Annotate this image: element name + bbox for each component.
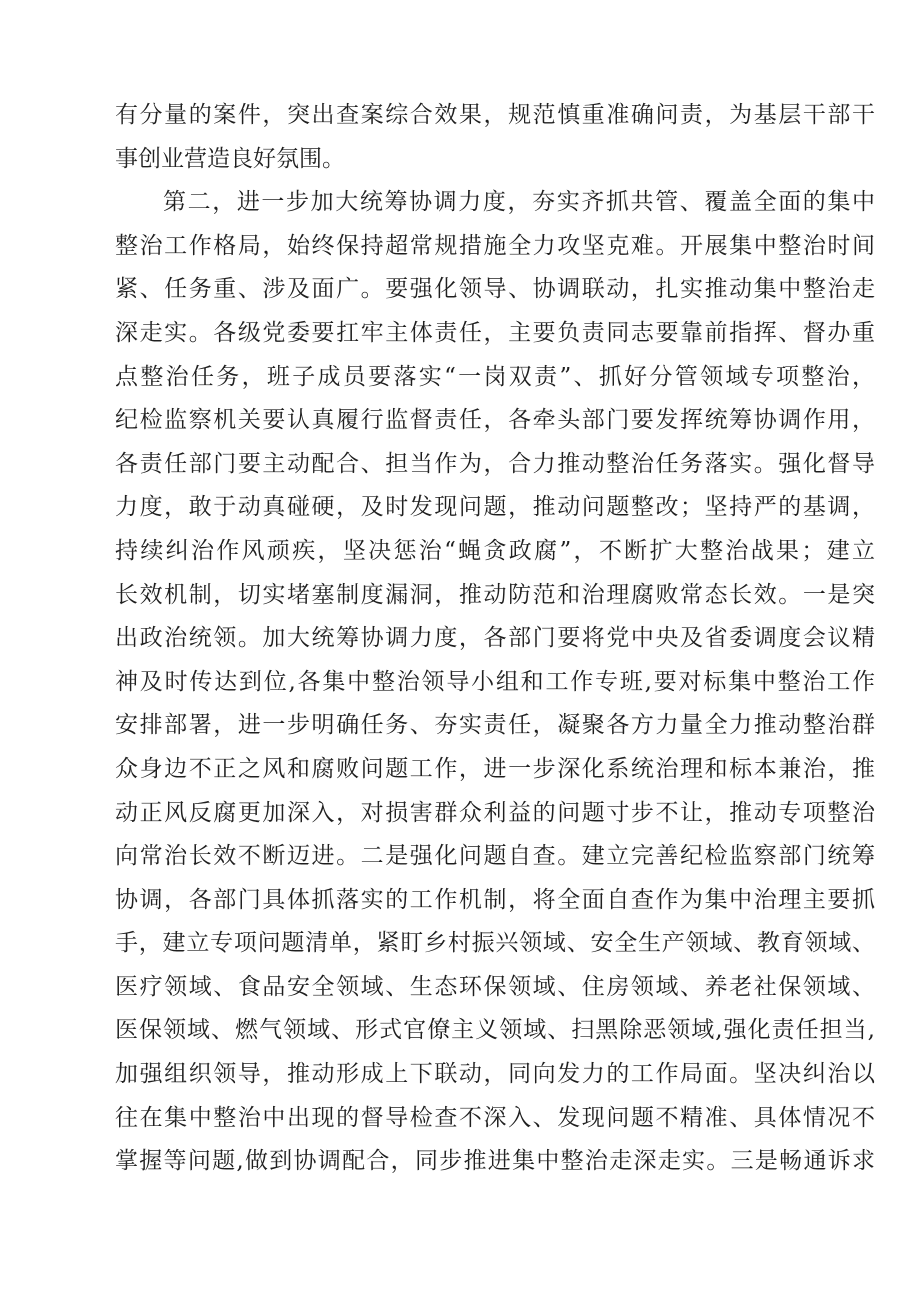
- text-line: 深走实。各级党委要扛牢主体责任，主要负责同志要靠前指挥、督办重: [115, 319, 875, 346]
- text-line: 加强组织领导，推动形成上下联动，同向发力的工作局面。坚决纠治以: [115, 1061, 875, 1088]
- text-line: 动正风反腐更加深入，对损害群众利益的问题寸步不让，推动专项整治: [115, 799, 875, 826]
- text-line: 安排部署，进一步明确任务、夯实责任，凝聚各方力量全力推动整治群: [115, 712, 875, 739]
- text-line: 往在集中整治中出现的督导检查不深入、发现问题不精准、具体情况不: [115, 1104, 875, 1131]
- text-line: 各责任部门要主动配合、担当作为，合力推动整治任务落实。强化督导: [115, 450, 875, 477]
- text-line: 出政治统领。加大统筹协调力度，各部门要将党中央及省委调度会议精: [115, 625, 875, 652]
- text-line: 神及时传达到位,各集中整治领导小组和工作专班,要对标集中整治工作: [115, 668, 875, 695]
- text-line: 紧、任务重、涉及面广。要强化领导、协调联动，扎实推动集中整治走: [115, 276, 875, 303]
- text-line: 手，建立专项问题清单，紧盯乡村振兴领域、安全生产领域、教育领域、: [115, 930, 875, 957]
- text-line: 掌握等问题,做到协调配合，同步推进集中整治走深走实。三是畅通诉求: [115, 1148, 875, 1175]
- text-line: 医保领域、燃气领域、形式官僚主义领域、扫黑除恶领域,强化责任担当,: [115, 1017, 875, 1044]
- paragraph-first-line: 第二，进一步加大统筹协调力度，夯实齐抓共管、覆盖全面的集中: [163, 189, 875, 216]
- text-line: 医疗领域、食品安全领域、生态环保领域、住房领域、养老社保领域、: [115, 973, 875, 1000]
- text-line: 有分量的案件，突出查案综合效果，规范慎重准确问责，为基层干部干: [115, 102, 875, 128]
- text-line: 协调，各部门具体抓落实的工作机制，将全面自查作为集中治理主要抓: [115, 886, 875, 913]
- text-line: 向常治长效不断迈进。二是强化问题自查。建立完善纪检监察部门统筹: [115, 843, 875, 870]
- text-line: 整治工作格局，始终保持超常规措施全力攻坚克难。开展集中整治时间: [115, 232, 875, 259]
- text-line: 众身边不正之风和腐败问题工作，进一步深化系统治理和标本兼治，推: [115, 755, 875, 782]
- text-line: 点整治任务，班子成员要落实“一岗双责”、抓好分管领域专项整治，: [115, 363, 875, 390]
- text-line: 纪检监察机关要认真履行监督责任，各牵头部门要发挥统筹协调作用，: [115, 407, 875, 434]
- text-line: 力度，敢于动真碰硬，及时发现问题，推动问题整改；坚持严的基调，: [115, 494, 875, 521]
- body-text: [115, 94, 875, 1184]
- text-line: 事创业营造良好氛围。: [115, 145, 345, 172]
- text-line: 长效机制，切实堵塞制度漏洞，推动防范和治理腐败常态长效。一是突: [115, 581, 875, 608]
- text-line: 持续纠治作风顽疾，坚决惩治“蝇贪政腐”，不断扩大整治战果；建立: [115, 537, 875, 564]
